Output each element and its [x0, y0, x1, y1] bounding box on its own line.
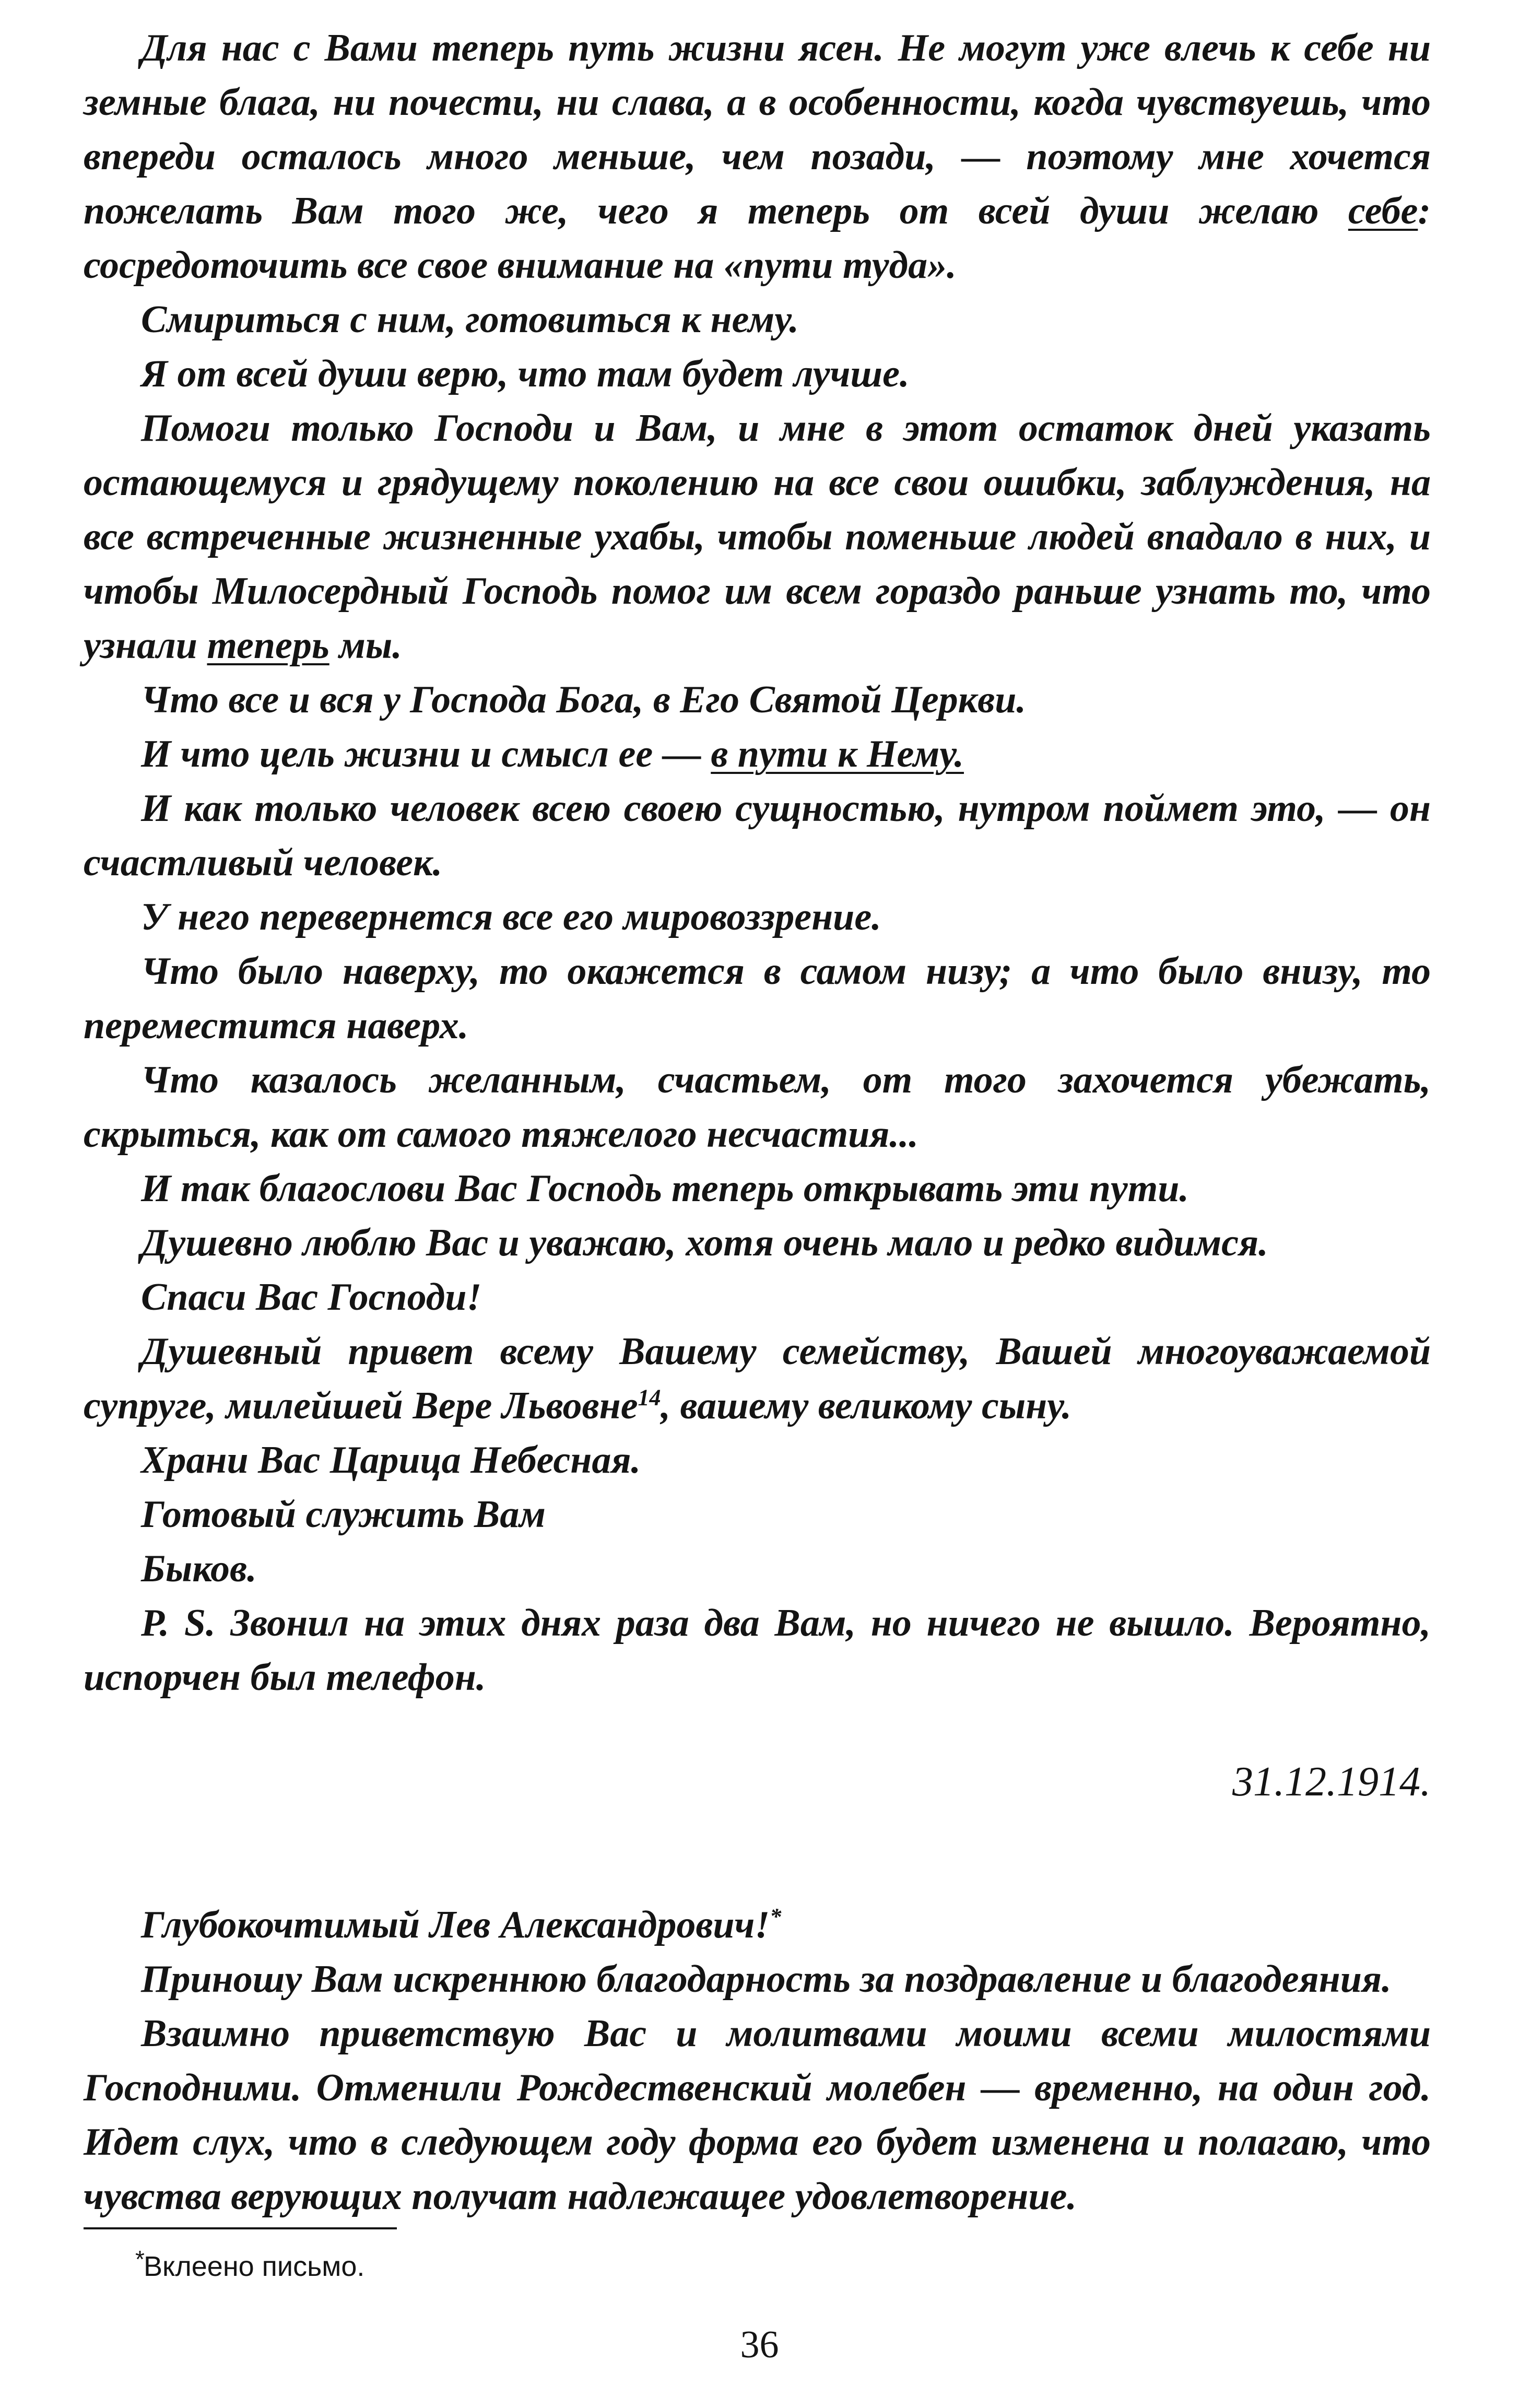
paragraph-text: И что цель жизни и смысл ее —	[141, 733, 711, 776]
paragraph: Что было наверху, то окажется в самом низу; а что было внизу, то переместится наверх.	[84, 950, 1431, 1047]
page-number: 36	[740, 2323, 779, 2366]
salutation-text: Глубокочтимый Лев Александрович!	[141, 1904, 770, 1946]
footnote-reference: *	[770, 1904, 782, 1930]
paragraph: Спаси Вас Господи!	[141, 1276, 482, 1319]
paragraph	[84, 401, 1431, 673]
postscript: P. S. Звонил на этих днях раза два Вам, но ничего не вышло. Вероятно, испорчен был телефон.	[84, 1602, 1431, 1699]
footnote-mark: *	[135, 2246, 145, 2273]
signature: Быков.	[141, 1547, 257, 1590]
page-body	[84, 21, 1431, 2224]
paragraph	[84, 21, 1431, 292]
closing-line: Готовый служить Вам	[141, 1493, 546, 1536]
underlined-word: теперь	[207, 624, 329, 667]
paragraph: Душевно люблю Вас и уважаю, хотя очень мало и редко видимся.	[141, 1221, 1268, 1264]
paragraph: Храни Вас Царица Небесная.	[141, 1439, 641, 1482]
footnote-text: Вклеено письмо.	[144, 2251, 365, 2282]
paragraph	[84, 727, 1431, 781]
letter-date: 31.12.1914.	[1232, 1759, 1431, 1805]
paragraph-text: мы.	[329, 624, 402, 667]
letter-2	[84, 1898, 1431, 2224]
paragraph-text: Помоги только Господи и Вам, и мне в этот остаток дней указать остающемуся и грядущему поколению на все свои ошибки, заблуждения, на все встреченные жизненные ухабы, чтобы поменьше людей впадало в них, и чтобы Милосердный Господь помог им всем гораздо раньше узнать то, что узнали	[84, 407, 1431, 667]
salutation	[84, 1898, 1431, 1952]
paragraph-text: Душевный привет всему Вашему семейству, Вашей многоуважаемой супруге, милейшей Вере Львовне	[84, 1330, 1431, 1427]
paragraph: У него перевернется все его мировоззрение.	[141, 896, 881, 938]
paragraph-text: Для нас с Вами теперь путь жизни ясен. Не могут уже влечь к себе ни земные блага, ни почести, ни слава, а в особенности, когда чувствуешь, что впереди осталось много меньше, чем позади, — поэтому мне хочется пожелать Вам того же, чего я теперь от всей души желаю	[84, 27, 1431, 232]
paragraph-text: , вашему великому сыну.	[661, 1384, 1071, 1427]
paragraph: Что казалось желанным, счастьем, от того захочется убежать, скрыться, как от самого тяжелого несчастия...	[84, 1059, 1431, 1156]
paragraph-text: : сосредоточить все свое внимание на «пути туда».	[84, 190, 1431, 287]
letter-1	[84, 21, 1431, 1705]
paragraph: Смириться с ним, готовиться к нему.	[141, 298, 799, 341]
footnote-reference: 14	[638, 1384, 661, 1411]
underlined-phrase: в пути к Нему.	[711, 733, 964, 776]
paragraph	[84, 1324, 1431, 1433]
paragraph: Я от всей души верю, что там будет лучше.	[141, 353, 910, 395]
paragraph: Взаимно приветствую Вас и молитвами моими всеми милостями Господними. Отменили Рождественский молебен — временно, на один год. Идет слух, что в следующем году форма его будет изменена и полагаю, что чувства верующих получат надлежащее удовлетворение.	[84, 2012, 1431, 2218]
paragraph: И как только человек всею своею сущностью, нутром поймет это, — он счастливый человек.	[84, 787, 1431, 884]
footnote	[135, 2246, 365, 2287]
paragraph: Приношу Вам искреннюю благодарность за поздравление и благодеяния.	[141, 1958, 1392, 2001]
paragraph: И так благослови Вас Господь теперь открывать эти пути.	[141, 1167, 1189, 1210]
underlined-word: себе	[1348, 190, 1418, 232]
paragraph: Что все и вся у Господа Бога, в Его Святой Церкви.	[141, 678, 1026, 721]
footnote-divider	[84, 2227, 397, 2229]
